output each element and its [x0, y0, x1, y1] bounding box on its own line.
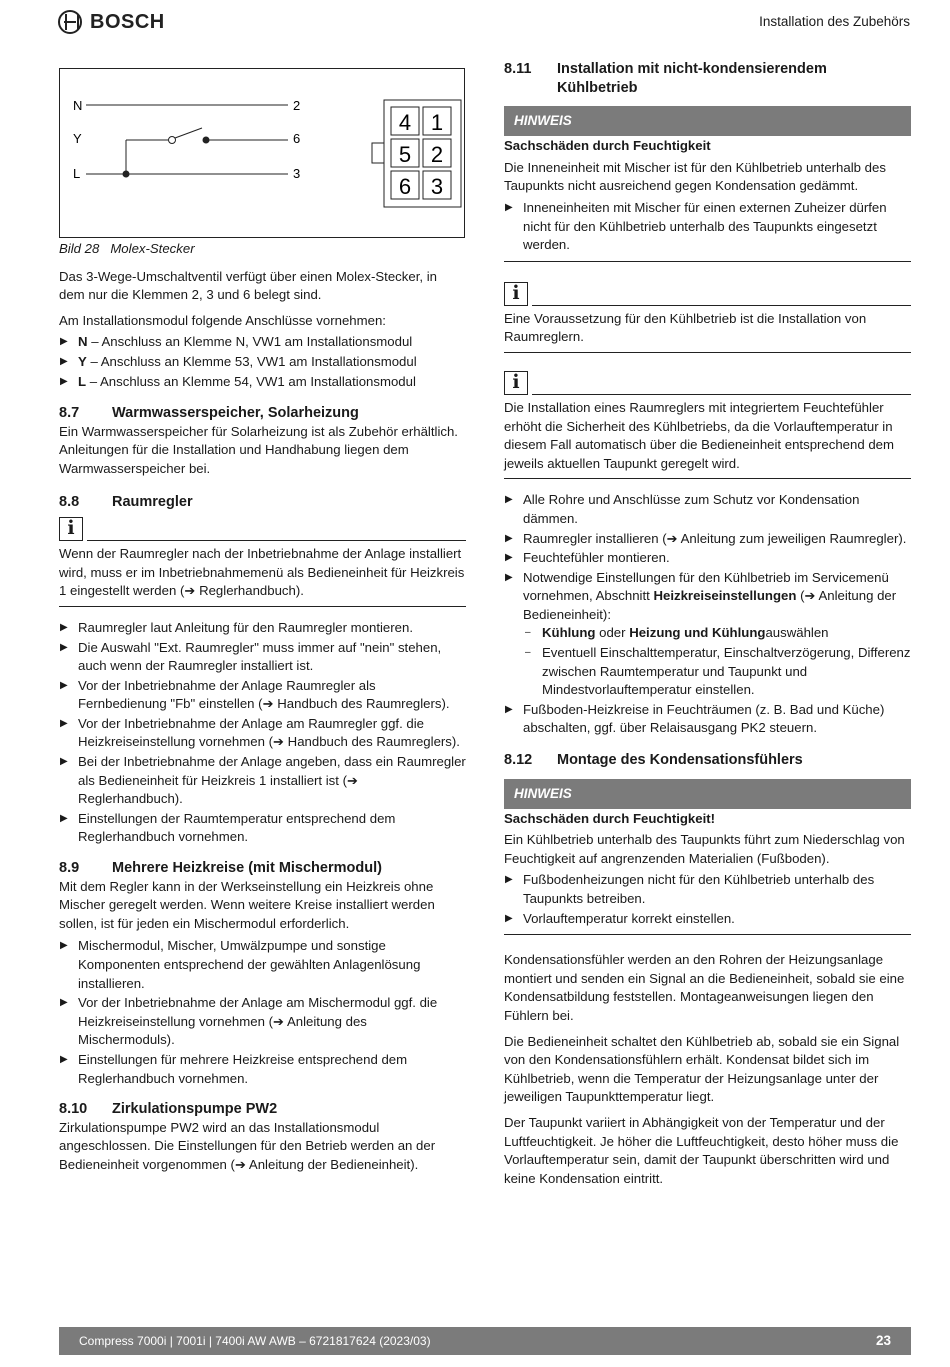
list-item: ▶ Vor der Inbetriebnahme der Anlage am Raumregler ggf. die Heizkreiseinstellung vornehmen (➔ Handbuch des Raumreglers). — [59, 715, 466, 752]
section-text: Mit dem Regler kann in der Werkseinstellung ein Heizkreis ohne Mischer geregelt werden. Wenn weitere Kreise installiert werden sollen, ist für jeden ein Mischermodul erforderlich. — [59, 878, 435, 931]
sub-list-item: – Eventuell Einschalttemperatur, Einschaltverzögerung, Differenz zwischen Raumtemperatur und Taupunkt und Mindestvorlauftemperatur einstellen. — [504, 644, 911, 700]
list-item: ▶ Vor der Inbetriebnahme der Anlage Raumregler als Fernbedienung "Fb" einstellen (➔ Handbuch des Raumreglers). — [59, 677, 466, 714]
mischer-steps — [59, 937, 466, 1088]
list-item: ▶ Einstellungen der Raumtemperatur entsprechend dem Reglerhandbuch vornehmen. — [59, 810, 466, 847]
warning-title: Sachschäden durch Feuchtigkeit! — [504, 810, 716, 826]
list-item: ▶ Fußboden-Heizkreise in Feuchträumen (z. B. Bad und Küche) abschalten, ggf. über Relaisausgang PK2 steuern. — [504, 701, 911, 738]
brand-logo — [58, 10, 165, 34]
paragraph: Die Bedieneinheit schaltet den Kühlbetrieb ab, sobald sie ein Signal von den Kondensationsfühlern erhält. Kondensat bildet sich im Kühlbetrieb, wenn die Temperatur der Heizungsanlage unter der jeweiligen Taupunkttemperatur liegt. — [504, 1033, 900, 1105]
info-note — [59, 517, 466, 607]
list-item: ▶ L – Anschluss an Klemme 54, VW1 am Installationsmodul — [59, 373, 466, 392]
terminal-6: 6 — [293, 131, 301, 146]
section-heading-8-10: 8.10 Zirkulationspumpe PW2 — [59, 1101, 278, 1118]
list-item: ▶ Notwendige Einstellungen für den Kühlbetrieb im Servicemenü vornehmen, Abschnitt Heizkreiseinstellungen (➔ Anleitung der Bedieneinheit): – Kühlung oder Heizung und Kühlungauswählen – Eventuell Einschalttemperatur, Einschaltverzögerung, Differenz zwischen Raumtemperatur und Taupunkt und Mindestvorlauftemperatur einstellen. — [504, 569, 911, 700]
molex-plug-figure — [59, 68, 465, 238]
kuehlbetrieb-steps — [504, 491, 911, 738]
paragraph: Kondensationsfühler werden an den Rohren der Heizungsanlage montiert und senden ein Signal an die Bedieneinheit, sobald sie eine Kondensatbildung feststellen. Montageanweisungen liegen den Fühlern bei. — [504, 952, 905, 1023]
list-item: ▶ Die Auswahl "Ext. Raumregler" muss immer auf "nein" stehen, auch wenn der Raumregler installiert ist. — [59, 639, 466, 676]
paragraph: Der Taupunkt variiert in Abhängigkeit von der Temperatur und der Luftfeuchtigkeit. Je höher die Luftfeuchtigkeit, desto höher muss die Vorlauftemperatur sein, damit der Taupunkt überschritten wird und keine Kondensation eintritt. — [504, 1114, 899, 1186]
label-l: L — [73, 166, 81, 181]
warning-text: Die Inneneinheit mit Mischer ist für den Kühlbetrieb unterhalb des Taupunkts nicht ausreichend gegen Kondensation gedämmt. — [504, 159, 886, 194]
pin-6: 6 — [398, 174, 412, 199]
list-item: ▶ Bei der Inbetriebnahme der Anlage angeben, dass ein Raumregler als Bedieneinheit für Heizkreis 1 installiert ist (➔ Reglerhandbuch). — [59, 753, 466, 809]
list-item: ▶ Einstellungen für mehrere Heizkreise entsprechend dem Reglerhandbuch vornehmen. — [59, 1051, 466, 1088]
info-icon: i — [504, 371, 528, 395]
page-footer — [59, 1327, 911, 1355]
connection-list — [59, 333, 466, 391]
terminal-3: 3 — [293, 166, 301, 181]
raumregler-steps — [59, 619, 466, 847]
list-item: ▶ N – Anschluss an Klemme N, VW1 am Installationsmodul — [59, 333, 466, 352]
list-item: ▶ Alle Rohre und Anschlüsse zum Schutz vor Kondensation dämmen. — [504, 491, 911, 528]
list-item: ▶ Y – Anschluss an Klemme 53, VW1 am Installationsmodul — [59, 353, 466, 372]
list-item: ▶ Vor der Inbetriebnahme der Anlage am Mischermodul ggf. die Heizkreiseinstellung vornehmen (➔ Anleitung des Mischermoduls). — [59, 994, 466, 1050]
info-note — [504, 282, 911, 353]
info-note — [504, 371, 911, 479]
figure-caption: Bild 28 Molex-Stecker — [59, 241, 195, 256]
list-item: ▶ Feuchtefühler montieren. — [504, 549, 911, 568]
terminal-2: 2 — [293, 98, 301, 113]
section-text: Zirkulationspumpe PW2 wird an das Installationsmodul angeschlossen. Die Einstellungen für den Betrieb werden an der Bedieneinheit vorgenommen (➔ Anleitung der Bedieneinheit). — [59, 1119, 436, 1172]
warning-title: Sachschäden durch Feuchtigkeit — [504, 138, 711, 154]
left-column — [59, 240, 466, 1182]
pin-4: 4 — [398, 110, 412, 135]
info-text: Eine Voraussetzung für den Kühlbetrieb ist die Installation von Raumreglern. — [504, 310, 867, 345]
section-heading-8-12: 8.12 Montage des Kondensationsfühlers — [504, 752, 803, 769]
list-item: ▶ Raumregler laut Anleitung für den Raumregler montieren. — [59, 619, 466, 638]
intro-text-2: Am Installationsmodul folgende Anschlüsse vornehmen: — [59, 312, 386, 328]
sub-list-item: – Kühlung oder Heizung und Kühlungauswählen — [504, 624, 911, 643]
section-heading-8-11: 8.11 Installation mit nicht-kondensierendem Kühlbetrieb — [504, 61, 827, 96]
info-icon: i — [504, 282, 528, 306]
right-column — [504, 60, 911, 1195]
warning-text: Ein Kühlbetrieb unterhalb des Taupunkts führt zum Niederschlag von Feuchtigkeit auf angrenzenden Materialien (Fußboden). — [504, 832, 905, 866]
section-heading-8-8: 8.8 Raumregler — [59, 493, 193, 510]
page-number: 23 — [875, 1333, 891, 1348]
section-text: Ein Warmwasserspeicher für Solarheizung ist als Zubehör erhältlich. Anleitungen für die Installation und Handhabung liegen dem Warmwasserspeicher bei. — [59, 423, 458, 476]
info-icon: i — [59, 517, 83, 541]
label-n: N — [73, 98, 83, 113]
bosch-armature-icon — [58, 10, 82, 34]
hinweis-banner: HINWEIS — [504, 106, 911, 136]
list-item: ▶ Mischermodul, Mischer, Umwälzpumpe und sonstige Komponenten entsprechend der gewählten Anlagenlösung installieren. — [59, 937, 466, 993]
list-item: ▶ Raumregler installieren (➔ Anleitung zum jeweiligen Raumregler). — [504, 530, 911, 549]
list-item: ▶ Vorlauftemperatur korrekt einstellen. — [504, 910, 911, 929]
list-item: ▶ Fußbodenheizungen nicht für den Kühlbetrieb unterhalb des Taupunkts betreiben. — [504, 871, 911, 908]
intro-text: Das 3-Wege-Umschaltventil verfügt über einen Molex-Stecker, in dem nur die Klemmen 2, 3 und 6 belegt sind. — [59, 268, 437, 303]
pin-2: 2 — [430, 142, 444, 167]
footer-product-info: Compress 7000i | 7001i | 7400i AW AWB – 6721817624 (2023/03) — [79, 1334, 431, 1348]
info-text: Wenn der Raumregler nach der Inbetriebnahme der Anlage installiert wird, muss er im Inbetriebnahmemenü als Bedieneinheit für Heizkreis 1 eingestellt werden (➔ Reglerhandbuch). — [59, 546, 465, 599]
section-heading-8-9: 8.9 Mehrere Heizkreise (mit Mischermodul) — [59, 860, 382, 877]
warning-note — [504, 809, 911, 936]
molex-wiring-diagram — [60, 69, 464, 237]
pin-3: 3 — [430, 174, 444, 199]
pin-5: 5 — [398, 142, 412, 167]
list-item: ▶ Inneneinheiten mit Mischer für einen externen Zuheizer dürfen nicht für den Kühlbetrieb unterhalb des Taupunkts eingesetzt werden. — [504, 199, 911, 255]
warning-note — [504, 136, 911, 262]
section-header-title: Installation des Zubehörs — [759, 14, 910, 29]
sub-list — [504, 624, 911, 699]
info-text: Die Installation eines Raumreglers mit integriertem Feuchtefühler erhöht die Sicherheit des Kühlbetriebs, da die Vorlauftemperatur in diesem Fall automatisch über die Bedieneinheit entsprechend dem jeweils aktuellen Taupunkt geregelt wird. — [504, 399, 894, 471]
section-heading-8-7: 8.7 Warmwasserspeicher, Solarheizung — [59, 405, 359, 422]
hinweis-banner: HINWEIS — [504, 779, 911, 809]
label-y: Y — [73, 131, 82, 146]
brand-name: BOSCH — [90, 10, 165, 33]
pin-1: 1 — [430, 110, 444, 135]
